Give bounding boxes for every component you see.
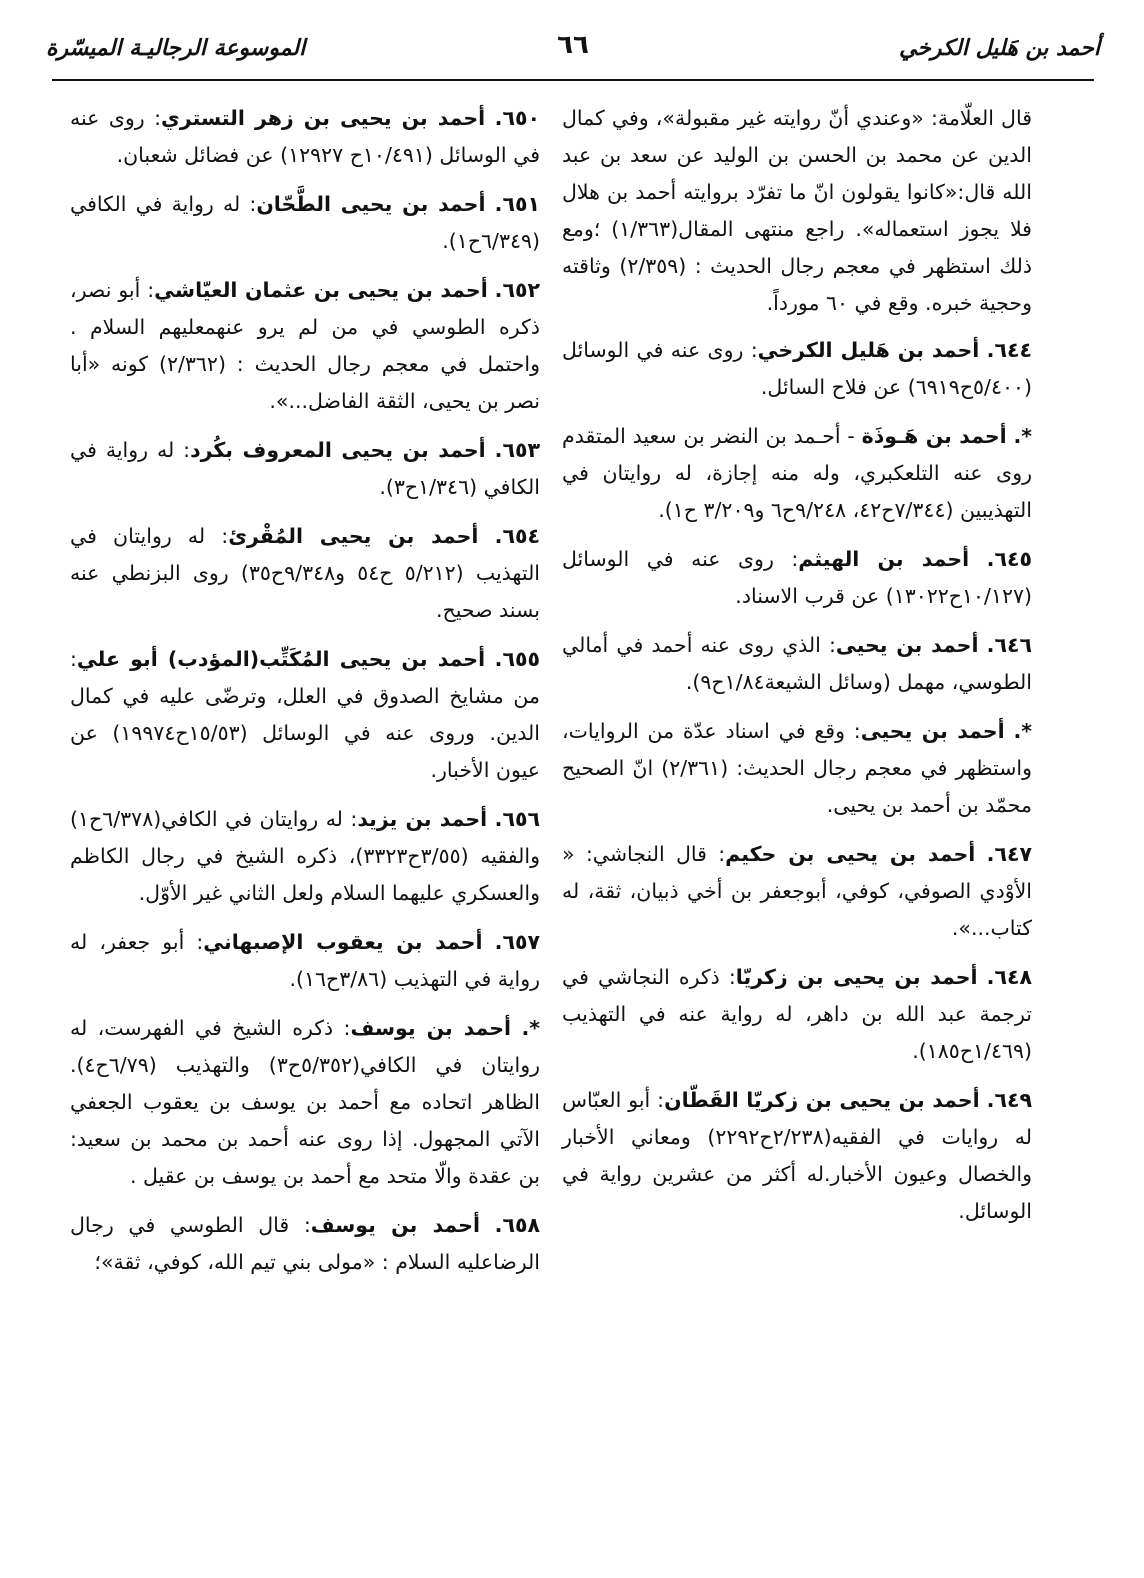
entry-name: أحمد بن يحيى بن زهر التستري: [161, 106, 486, 130]
entry-text: : من مشايخ الصدوق في العلل، وترضّى عليه في كمال الدين. وروى عنه في الوسائل (١٥/٥٣ح١٩٩٧٤) عن عيون الأخبار.: [70, 647, 540, 782]
running-head-book-title: الموسوعة الرجاليـة الميسّرة: [46, 36, 306, 61]
entry-name: أحمد بن يعقوب الإصبهاني: [203, 930, 483, 954]
entry-657: [70, 924, 540, 998]
entry-text: : أبو نصر، ذكره الطوسي في من لم يرو عنهم‏عليهم السلام . واحتمل في معجم رجال الحديث : (٢/٣٦٢) كونه «أبا نصر بن يحيى، الثقة الفاضل...».: [70, 278, 540, 413]
entry-646: [562, 627, 1032, 701]
entry-name: أحمد بن يحيى المُقْرئ: [228, 524, 479, 548]
entry-name: أحمد بن يزيد: [357, 807, 488, 831]
entry-text: : قال النجاشي: « الأوْدي الصوفي، كوفي، أبوجعفر بن أخي ذبيان، ثقة، له كتاب...».: [562, 842, 1032, 940]
entry-text: : روى عنه في الوسائل (١٠/٤٩١ح ١٢٩٢٧) عن فضائل شعبان.: [70, 106, 540, 167]
entry-name: أحمد بن الهيثم: [798, 547, 970, 571]
entry-656: [70, 801, 540, 912]
entry-star-yusuf: [70, 1010, 540, 1195]
entry-name: أحمد بن يوسف: [350, 1016, 512, 1040]
entry-name: أحمد بن هَليل الكرخي: [757, 338, 980, 362]
entry-number: ٦٤٤.: [986, 338, 1032, 362]
page-number: ٦٦: [557, 30, 589, 60]
entry-text: : أبو جعفر، له رواية في التهذيب (٣/٨٦ح١٦).: [70, 930, 540, 991]
entry-name: أحمد بن يحيى المعروف بكُرد: [190, 438, 486, 462]
entry-text: : قال الطوسي في رجال الرضاعليه السلام : «مولى بني تيم الله، كوفي، ثقة»؛: [70, 1213, 540, 1274]
entry-652: [70, 272, 540, 420]
entry-name: أحمد بن يحيى بن عثمان العيّاشي: [154, 278, 488, 302]
entry-number: ٦٤٧.: [986, 842, 1032, 866]
entry-star-hawdha: [562, 418, 1032, 529]
entry-650: [70, 100, 540, 174]
entry-text: : أبو العبّاس له روايات في الفقيه(٢/٢٣٨ح٢٢٩٢) ومعاني الأخبار والخصال وعيون الأخبار.له أكثر من عشرين رواية في الوسائل.: [562, 1088, 1033, 1223]
entry-text: - أحـمد بن النضر بن سعيد المتقدم روى عنه التلعكبري، وله منه إجازة، له روايتان في التهذيبين (٧/٣٤٤ح٤٢، ٩/٢٤٨ح٦ و٣/٢٠٩ ح١).: [562, 424, 1032, 522]
entry-number: ٦٤٨.: [986, 965, 1032, 989]
entry-645: [562, 541, 1032, 615]
entry-648: [562, 959, 1032, 1070]
entry-number: ٦٤٥.: [986, 547, 1032, 571]
entry-name: أحمد بن يحيى: [860, 719, 1005, 743]
entry-name: أحمد بن يحيى بن زكريّا: [735, 965, 978, 989]
entry-name: أحمد بن يحيى المُكَتِّب(المؤدب) أبو علي: [76, 647, 486, 671]
entry-text: قال العلّامة: «وعندي أنّ روايته غير مقبولة»، وفي كمال الدين عن محمد بن الحسن بن الوليد عن سعد بن عبد الله قال:«كانوا يقولون انّ ما تفرّد بروايته أحمد بن هلال فلا يجوز استعماله». راجع منتهى المقال(١/٣٦٣) ؛ومع ذلك استظهر في معجم رجال الحديث : (٢/٣٥٩) وثاقته وحجية خبره. وقع في ٦٠ مورداً.: [562, 106, 1033, 315]
entry-text: : وقع في اسناد عدّة من الروايات، واستظهر في معجم رجال الحديث: (٢/٣٦١) انّ الصحيح محمّد بن أحمد بن يحيى.: [562, 719, 1033, 817]
entry-number: ٦٤٦.: [986, 633, 1032, 657]
left-column: [70, 100, 540, 1293]
entry-name: أحمد بن هَـوذَة: [861, 424, 1007, 448]
entry-text: : له رواية في الكافي (٦/٣٤٩ح١).: [70, 192, 540, 253]
entry-number: *.: [1013, 719, 1032, 743]
entry-text: : الذي روى عنه أحمد في أمالي الطوسي، مهمل (وسائل الشيعة١/٨٤ح٩).: [562, 633, 1032, 694]
entry-text: : ذكره الشيخ في الفهرست، له روايتان في الكافي(٥/٣٥٢ح٣) والتهذيب (٦/٧٩ح٤). الظاهر اتحاده مع أحمد بن يوسف بن يعقوب الجعفي الآتي المجهول. إذا روى عنه أحمد بن محمد بن سعيد: بن عقدة والّا متحد مع أحمد بن يوسف بن عقيل .: [70, 1016, 540, 1188]
entry-658: [70, 1207, 540, 1281]
entry-654: [70, 518, 540, 629]
entry-655: [70, 641, 540, 789]
right-column: [562, 100, 1032, 1242]
entry-number: *.: [521, 1016, 540, 1040]
entry-text: : ذكره النجاشي في ترجمة عبد الله بن داهر، له رواية عنه في التهذيب (١/٤٦٩ح١٨٥).: [562, 965, 1032, 1063]
entry-644: [562, 332, 1032, 406]
entry-number: ٦٥٨.: [494, 1213, 540, 1237]
entry-name: أحمد بن يحيى بن زكريّا القَطّان: [664, 1088, 980, 1112]
entry-number: ٦٥٣.: [494, 438, 540, 462]
header-divider: [52, 79, 1094, 81]
entry-name: أحمد بن يحيى بن حكيم: [725, 842, 976, 866]
entry-number: ٦٥٤.: [494, 524, 540, 548]
entry-number: ٦٥٦.: [494, 807, 540, 831]
entry-text: : روى عنه في الوسائل (٥/٤٠٠ح٦٩١٩) عن فلاح السائل.: [562, 338, 1032, 399]
entry-653: [70, 432, 540, 506]
running-head-entry: أحمد بن هَليل الكرخي: [898, 36, 1100, 61]
entry-number: ٦٥٥.: [494, 647, 540, 671]
entry-number: ٦٤٩.: [986, 1088, 1032, 1112]
entry-number: ٦٥٧.: [494, 930, 540, 954]
entry-number: ٦٥٠.: [494, 106, 540, 130]
entry-text: : له روايتان في الكافي(٦/٣٧٨ح١) والفقيه (٣/٥٥ح٣٣٢٣)، ذكره الشيخ في رجال الكاظم والعسكري عليهما السلام ولعل الثاني غير الأوّل.: [70, 807, 540, 905]
page-header: [46, 30, 1100, 70]
entry-number: ٦٥٢.: [494, 278, 541, 302]
entry-text: : له روايتان في التهذيب (٥/٢١٢ ح٥٤ و٩/٣٤٨ح٣٥) روى البزنطي عنه بسند صحيح.: [70, 524, 541, 622]
entry-name: أحمد بن يحيى: [835, 633, 979, 657]
entry-text: : له رواية في الكافي (١/٣٤٦ح٣).: [70, 438, 540, 499]
entry-651: [70, 186, 540, 260]
entry-continuation: [562, 100, 1032, 322]
entry-647: [562, 836, 1032, 947]
entry-name: أحمد بن يوسف: [310, 1213, 480, 1237]
entry-star-yahya: [562, 713, 1032, 824]
entry-number: ٦٥١.: [494, 192, 540, 216]
entry-name: أحمد بن يحيى الطَّحّان: [256, 192, 486, 216]
entry-number: *.: [1013, 424, 1032, 448]
entry-text: : روى عنه في الوسائل (١٠/١٢٧ح١٣٠٢٢) عن قرب الاسناد.: [562, 547, 1032, 608]
entry-649: [562, 1082, 1032, 1230]
